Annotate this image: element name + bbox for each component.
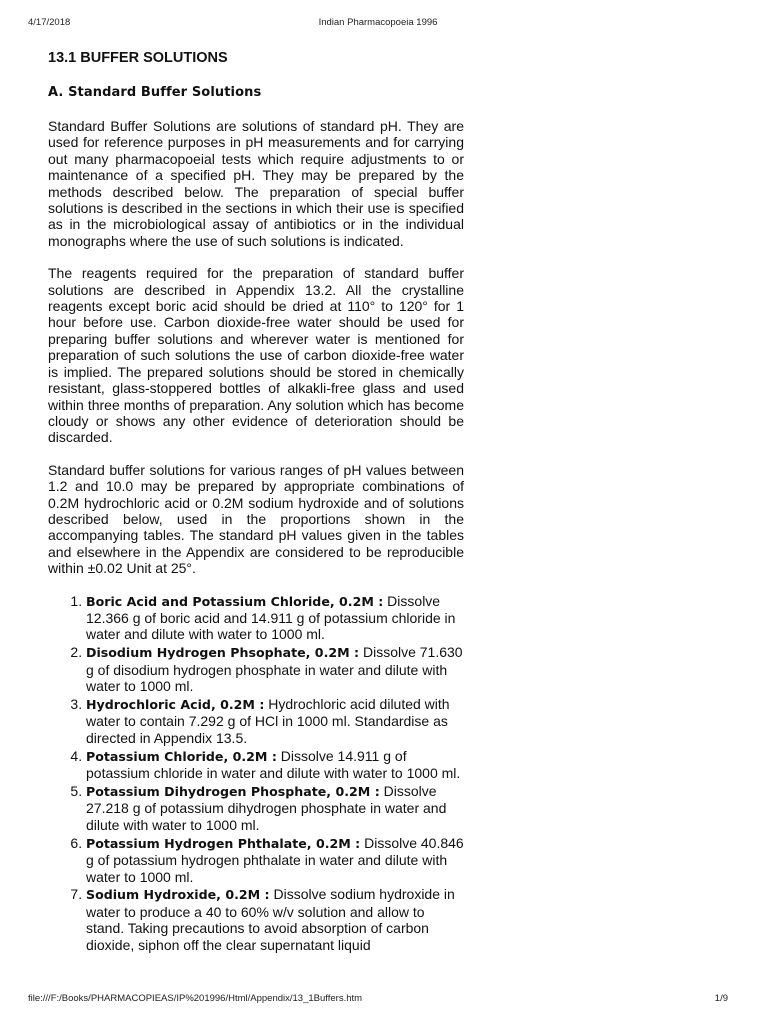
reagent-text: Dissolve 14.911 g of potassium chloride in water and dilute with water to 1000 ml. [86, 747, 461, 782]
list-item [86, 783, 464, 833]
page-number: 1/9 [714, 993, 728, 1004]
list-item [86, 696, 464, 746]
reagent-term: Disodium Hydrogen Phsophate, 0.2M : [86, 645, 360, 661]
document-body [48, 50, 464, 955]
paragraph-reagents: The reagents required for the preparation of standard buffer solutions are described in Appendix 13.2. All the crystalline reagents except boric acid should be dried at 110° to 120° for 1 hour before use. Carbon dioxide-free water should be used for preparing buffer solutions and wherever water is mentioned for preparation of such solutions the use of carbon dioxide-free water is implied. The prepared solutions should be stored in chemically resistant, glass-stoppered bottles of alkakli-free glass and used within three months of preparation. Any solution which has become cloudy or shows any other evidence of deterioration should be discarded. [48, 265, 464, 446]
subsection-title: A. Standard Buffer Solutions [48, 85, 262, 100]
paragraph-intro: Standard Buffer Solutions are solutions of standard pH. They are used for reference purposes in pH measurements and for carrying out many pharmacopoeial tests which require adjustments to or maintenance of a specified pH. They may be prepared by the methods described below. The preparation of special buffer solutions is described in the sections in which their use is specified as in the microbiological assay of antibiotics or in the individual monographs where the use of such solutions is indicated. [48, 118, 464, 249]
list-item [86, 886, 464, 953]
reagent-text: Dissolve 71.630 g of disodium hydrogen phosphate in water and dilute with water to 1000 ml. [86, 644, 463, 695]
section-title: 13.1 BUFFER SOLUTIONS [48, 50, 228, 66]
paragraph-ranges: Standard buffer solutions for various ranges of pH values between 1.2 and 10.0 may be prepared by appropriate combinations of 0.2M hydrochloric acid or 0.2M sodium hydroxide and of solutions described below, used in the proportions shown in the accompanying tables. The standard pH values given in the tables and elsewhere in the Appendix are considered to be reproducible within ±0.02 Unit at 25°. [48, 461, 464, 577]
list-item [86, 593, 464, 643]
print-footer [28, 993, 728, 1007]
print-title: Indian Pharmacopoeia 1996 [318, 17, 438, 28]
reagent-term: Hydrochloric Acid, 0.2M : [86, 697, 265, 712]
reagent-term: Potassium Hydrogen Phthalate, 0.2M : [86, 835, 361, 851]
print-date: 4/17/2018 [28, 17, 71, 28]
reagent-list [48, 593, 464, 954]
reagent-text: Dissolve sodium hydroxide in water to produce a 40 to 60% w/v solution and allow to stand. Taking precautions to avoid absorption of carbon dioxide, siphon off the clear supernatant liquid [86, 886, 455, 953]
print-header [28, 17, 728, 31]
reagent-text: Dissolve 40.846 g of potassium hydrogen phthalate in water and dilute with water to 1000 ml. [86, 834, 464, 885]
reagent-text: Dissolve 12.366 g of boric acid and 14.911 g of potassium chloride in water and dilute with water to 1000 ml. [86, 592, 456, 643]
reagent-term: Potassium Dihydrogen Phosphate, 0.2M : [86, 784, 380, 800]
reagent-term: Sodium Hydroxide, 0.2M : [86, 887, 270, 903]
reagent-term: Boric Acid and Potassium Chloride, 0.2M : [86, 593, 384, 609]
list-item [86, 748, 464, 782]
reagent-text: Dissolve 27.218 g of potassium dihydrogen phosphate in water and dilute with water to 1000 ml. [86, 783, 447, 833]
list-item [86, 644, 464, 694]
reagent-text: Hydrochloric acid diluted with water to contain 7.292 g of HCl in 1000 ml. Standardise as directed in Appendix 13.5. [86, 696, 450, 746]
reagent-term: Potassium Chloride, 0.2M : [86, 748, 277, 764]
list-item [86, 835, 464, 885]
file-url: file:///F:/Books/PHARMACOPIEAS/IP%201996/Html/Appendix/13_1Buffers.htm [28, 993, 363, 1004]
